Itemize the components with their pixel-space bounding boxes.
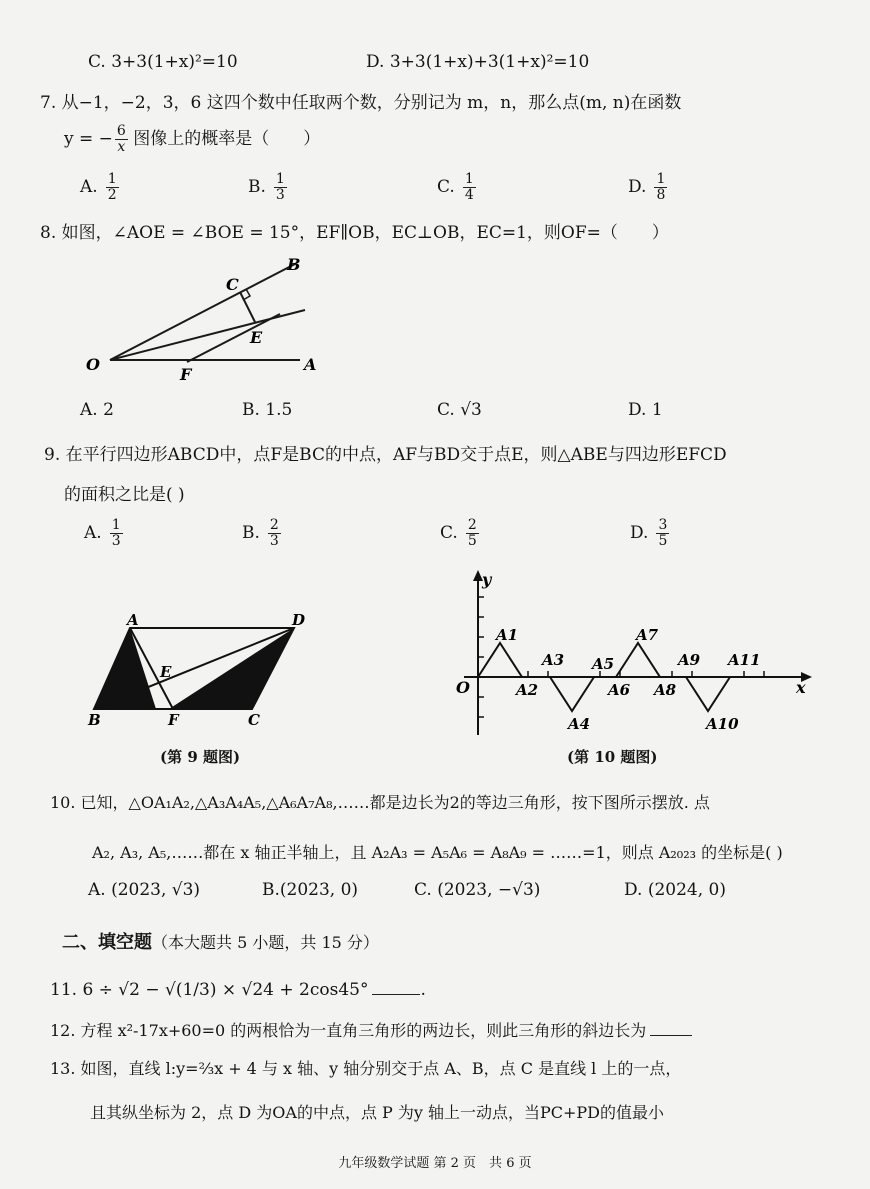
point-b-label: B [287,255,301,274]
q10-figure [450,565,820,740]
section-fill-in-heading [62,928,379,954]
q6-option-c: C. 3+3(1+x)²=10 [88,52,238,72]
q7-option-c: C. $\frac{1}{4}$ [437,171,474,203]
point-c-label: C [248,711,260,729]
q9-figure [80,605,320,735]
label-a5: A5 [592,655,615,673]
q10-option-c: C. (2023, −√3) [414,880,541,900]
q9-stem-line1: 9. 在平行四边形ABCD中，点F是BC的中点，AF与BD交于点E，则△ABE与四边形EFCD [44,445,727,465]
point-e-label: E [250,328,263,347]
triangle-a9a10a11 [686,677,730,711]
section-note: （本大题共 5 小题，共 15 分） [152,933,379,952]
point-a-label: A [304,355,317,374]
region-efcd-shaded [169,628,294,709]
label-a2: A2 [516,681,539,699]
q7-option-d: D. $\frac{1}{8}$ [628,171,666,203]
q10-stem-line1: 10. 已知，△OA₁A₂,△A₃A₄A₅,△A₆A₇A₈,……都是边长为2的等边三角形，按下图所示摆放. 点 [50,793,710,812]
q7-option-b: B. $\frac{1}{3}$ [248,171,285,203]
label-a11: A11 [728,651,761,669]
page-footer: 九年级数学试题 第 2 页 共 6 页 [338,1156,532,1171]
label-a1: A1 [496,626,519,644]
q10-option-d: D. (2024, 0) [624,880,726,900]
q8-option-b: B. 1.5 [242,400,293,420]
label-a7: A7 [636,626,659,644]
point-e-label: E [160,663,172,681]
q13-stem-line2: 且其纵坐标为 2，点 D 为OA的中点，点 P 为y 轴上一动点，当PC+PD的值最小 [90,1103,665,1122]
segment-ec [240,292,255,322]
triangle-a3a4a5 [550,677,594,711]
q11-stem: 11. 6 ÷ √2 − √(1/3) × √24 + 2cos45° . [50,980,426,1000]
q7-stem-line2 [64,124,320,155]
triangle-oa1a2 [478,643,522,677]
triangle-a6a7a8 [616,643,660,677]
ray-ob [110,264,295,360]
q7-function-prefix: y = − [64,129,113,149]
q8-stem: 8. 如图，∠AOE = ∠BOE = 15°，EF∥OB，EC⊥OB，EC=1，则OF=（ ） [40,223,669,243]
label-a3: A3 [542,651,565,669]
point-d-label: D [292,611,306,629]
q12-answer-blank[interactable] [650,1035,692,1036]
q8-option-d: D. 1 [628,400,663,420]
label-a9: A9 [678,651,701,669]
point-c-label: C [226,275,239,294]
q9-option-c: C. $\frac{2}{5}$ [440,517,477,549]
label-a8: A8 [654,681,677,699]
q8-figure [80,250,330,380]
q10-caption: (第 10 题图) [567,748,658,766]
label-a6: A6 [608,681,631,699]
point-a-label: A [127,611,139,629]
q8-option-c: C. √3 [437,400,482,420]
q8-option-a: A. 2 [80,400,114,420]
point-f-label: F [180,365,192,380]
q7-stem-line1: 7. 从−1，−2，3，6 这四个数中任取两个数，分别记为 m，n，那么点(m, n)在函数 [40,93,682,113]
q7-stem-tail: 图像上的概率是（ ） [133,129,321,149]
point-f-label: F [168,711,179,729]
q10-stem-line2: A₂, A₃, A₅,……都在 x 轴正半轴上，且 A₂A₃ = A₅A₆ = A₈A₉ = ……=1，则点 A₂₀₂₃ 的坐标是( ) [92,843,783,862]
segment-ef [187,314,280,362]
q9-option-d: D. $\frac{3}{5}$ [630,517,668,549]
q13-stem-line1: 13. 如图，直线 l:y=⅔x + 4 与 x 轴、y 轴分别交于点 A、B，点 C 是直线 l 上的一点， [50,1059,682,1078]
y-axis-label: y [482,570,492,589]
point-o-label: O [86,355,100,374]
q7-option-a: A. $\frac{1}{2}$ [80,171,117,203]
q12-stem: 12. 方程 x²-17x+60=0 的两根恰为一直角三角形的两边长，则此三角形的斜边长为 [50,1018,692,1041]
q9-stem-line2: 的面积之比是( ) [64,485,185,505]
q10-option-b: B.(2023, 0) [262,880,359,900]
q10-option-a: A. (2023, √3) [88,880,201,900]
q9-option-b: B. $\frac{2}{3}$ [242,517,279,549]
point-b-label: B [88,711,101,729]
q7-function-fraction: $\frac{6}{x}$ [116,123,126,155]
x-axis-label: x [796,678,806,697]
label-a4: A4 [568,715,591,733]
section-title: 二、填空题 [62,932,152,953]
origin-label: O [456,678,470,697]
q9-caption: (第 9 题图) [160,748,241,766]
q9-option-a: A. $\frac{1}{3}$ [84,517,121,549]
q11-answer-blank[interactable] [372,994,420,995]
q6-option-d: D. 3+3(1+x)+3(1+x)²=10 [366,52,590,72]
label-a10: A10 [706,715,739,733]
